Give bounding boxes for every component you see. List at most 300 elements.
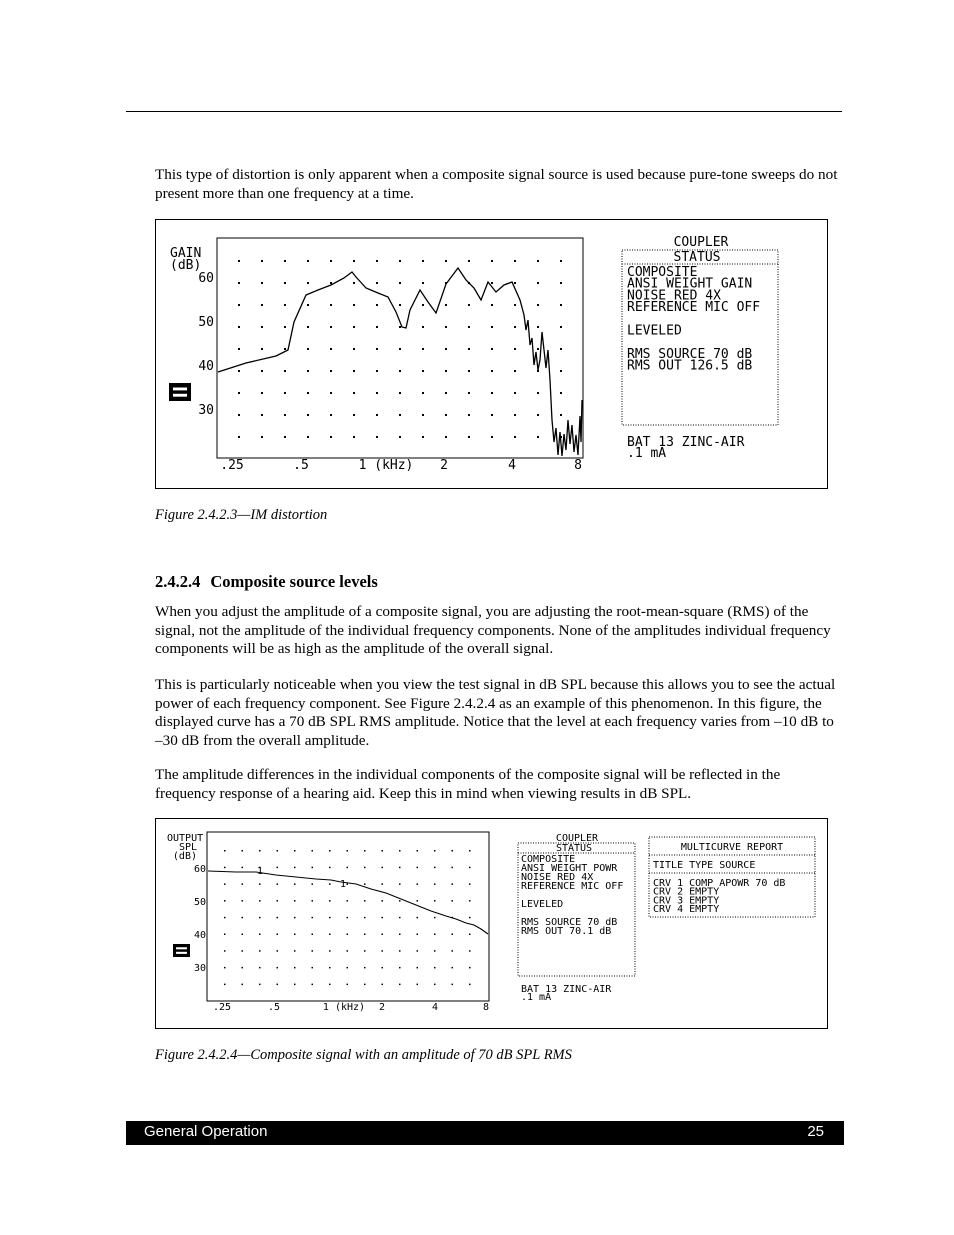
grid-dot — [238, 304, 240, 306]
grid-dot — [364, 917, 366, 919]
grid-dot — [376, 392, 378, 394]
grid-dot — [399, 984, 401, 986]
grid-dot — [364, 850, 366, 852]
grid-dot — [261, 414, 263, 416]
grid-dot — [312, 984, 314, 986]
grid-dot — [242, 984, 244, 986]
grid-dot — [312, 917, 314, 919]
grid-dot — [376, 348, 378, 350]
grid-dot — [277, 984, 279, 986]
grid-dot — [330, 414, 332, 416]
grid-dot — [491, 326, 493, 328]
grid-dot — [353, 414, 355, 416]
grid-dot — [537, 326, 539, 328]
grid-dot — [560, 392, 562, 394]
status-line: NOISE RED 4X — [521, 872, 594, 883]
grid-dot — [514, 414, 516, 416]
grid-dot — [434, 917, 436, 919]
grid-dot — [330, 282, 332, 284]
grid-dot — [382, 984, 384, 986]
grid-dot — [329, 917, 331, 919]
grid-dot — [434, 850, 436, 852]
status-line: NOISE RED 4X — [627, 288, 721, 304]
grid-dot — [422, 348, 424, 350]
grid-dot — [537, 414, 539, 416]
grid-dot — [452, 850, 454, 852]
grid-dot — [468, 326, 470, 328]
grid-dot — [434, 934, 436, 936]
grid-dot — [347, 867, 349, 869]
grid-dot — [491, 414, 493, 416]
grid-dot — [353, 370, 355, 372]
grid-dot — [364, 867, 366, 869]
grid-dot — [376, 370, 378, 372]
status-line: RMS SOURCE 70 dB — [521, 917, 618, 928]
grid-dot — [417, 867, 419, 869]
grid-dot — [347, 934, 349, 936]
report-row: CRV 3 EMPTY — [653, 895, 720, 907]
grid-dot — [382, 950, 384, 952]
grid-dot — [347, 950, 349, 952]
grid-dot — [469, 900, 471, 902]
grid-dot — [238, 326, 240, 328]
grid-dot — [469, 850, 471, 852]
grid-dot — [399, 867, 401, 869]
grid-dot — [261, 282, 263, 284]
grid-dot — [224, 850, 226, 852]
grid-dot — [399, 326, 401, 328]
grid-dot — [469, 950, 471, 952]
y-axis-title-line2: (dB) — [170, 258, 202, 273]
grid-dot — [399, 370, 401, 372]
grid-dot — [364, 950, 366, 952]
grid-dot — [434, 900, 436, 902]
grid-dot — [491, 392, 493, 394]
grid-dot — [277, 950, 279, 952]
grid-dot — [537, 282, 539, 284]
grid-dot — [399, 967, 401, 969]
battery-line1: BAT 13 ZINC-AIR — [521, 984, 612, 995]
x-tick-label: 2 — [440, 458, 448, 473]
grid-dot — [434, 967, 436, 969]
figure2-caption: Figure 2.4.2.4—Composite signal with an amplitude of 70 dB SPL RMS — [155, 1047, 572, 1063]
grid-dot — [445, 392, 447, 394]
grid-dot — [445, 304, 447, 306]
battery-line2: .1 mA — [521, 992, 552, 1003]
status-line: RMS OUT 70.1 dB — [521, 926, 612, 937]
grid-dot — [307, 326, 309, 328]
grid-dot — [514, 326, 516, 328]
grid-dot — [329, 967, 331, 969]
grid-dot — [238, 436, 240, 438]
grid-dot — [560, 282, 562, 284]
x-tick-label: .5 — [267, 1002, 281, 1013]
y-tick-label: 30 — [198, 403, 214, 418]
grid-dot — [259, 917, 261, 919]
y-tick-label: 50 — [193, 897, 206, 908]
paragraph-rms: When you adjust the amplitude of a composite signal, you are adjusting the root-mean-square (RMS) of the signal, not the amplitude of the individual frequency components. None of the amplitudes individual frequency components will be as high as the amplitude of the overall signal. — [155, 603, 831, 658]
frye-logo-icon — [173, 944, 190, 957]
grid-dot — [399, 950, 401, 952]
grid-dot — [242, 850, 244, 852]
grid-dot — [347, 967, 349, 969]
report-row: CRV 2 EMPTY — [653, 886, 720, 898]
grid-dot — [284, 326, 286, 328]
battery-line2: .1 mA — [627, 446, 667, 461]
grid-dot — [294, 883, 296, 885]
grid-dot — [417, 883, 419, 885]
grid-dot — [514, 370, 516, 372]
grid-dot — [353, 392, 355, 394]
x-tick-label: 2 — [378, 1002, 386, 1013]
grid-dot — [294, 917, 296, 919]
report-title: MULTICURVE REPORT — [680, 842, 784, 853]
grid-dot — [422, 436, 424, 438]
grid-dot — [284, 392, 286, 394]
grid-dot — [445, 326, 447, 328]
y-tick-label: 60 — [198, 271, 214, 286]
grid-dot — [312, 850, 314, 852]
grid-dot — [224, 984, 226, 986]
grid-dot — [294, 900, 296, 902]
grid-dot — [312, 900, 314, 902]
grid-dot — [238, 260, 240, 262]
grid-dot — [261, 326, 263, 328]
status-line: REFERENCE MIC OFF — [521, 881, 624, 892]
grid-dot — [294, 967, 296, 969]
grid-dot — [452, 867, 454, 869]
grid-dot — [445, 348, 447, 350]
grid-dot — [491, 370, 493, 372]
grid-dot — [514, 436, 516, 438]
grid-dot — [399, 900, 401, 902]
y-axis-title-line1: OUTPUT — [167, 833, 204, 844]
grid-dot — [284, 282, 286, 284]
grid-dot — [417, 934, 419, 936]
grid-dot — [294, 950, 296, 952]
grid-dot — [399, 850, 401, 852]
grid-dot — [307, 304, 309, 306]
paragraph-frequency-response: The amplitude differences in the individual components of the composite signal will be reflected in the frequency response of a hearing aid. Keep this in mind when viewing results in dB SPL. — [155, 766, 781, 802]
grid-dot — [364, 967, 366, 969]
grid-dot — [422, 370, 424, 372]
grid-dot — [560, 304, 562, 306]
grid-dot — [445, 260, 447, 262]
grid-dot — [312, 934, 314, 936]
grid-dot — [261, 260, 263, 262]
grid-dot — [382, 934, 384, 936]
grid-dot — [277, 934, 279, 936]
grid-dot — [382, 883, 384, 885]
grid-dot — [434, 867, 436, 869]
grid-dot — [284, 436, 286, 438]
y-axis-title-line2: SPL — [178, 842, 197, 853]
grid-dot — [242, 900, 244, 902]
grid-dot — [259, 984, 261, 986]
status-header-line1: COUPLER — [555, 833, 599, 844]
grid-dot — [224, 950, 226, 952]
y-tick-label: 60 — [193, 864, 206, 875]
grid-dot — [399, 348, 401, 350]
grid-dot — [468, 414, 470, 416]
grid-dot — [434, 950, 436, 952]
grid-dot — [376, 260, 378, 262]
grid-dot — [238, 392, 240, 394]
grid-dot — [312, 967, 314, 969]
grid-dot — [307, 392, 309, 394]
section-number: 2.4.2.4 — [155, 572, 201, 591]
grid-dot — [347, 850, 349, 852]
grid-dot — [445, 436, 447, 438]
grid-dot — [261, 370, 263, 372]
grid-dot — [417, 917, 419, 919]
section-heading — [155, 572, 378, 592]
grid-dot — [399, 260, 401, 262]
curve-marker-label: 1 — [256, 866, 264, 877]
x-tick-label: .25 — [212, 1002, 232, 1013]
grid-dot — [469, 984, 471, 986]
grid-dot — [399, 282, 401, 284]
grid-dot — [422, 282, 424, 284]
status-line: COMPOSITE — [521, 854, 576, 865]
grid-dot — [469, 883, 471, 885]
grid-dot — [347, 917, 349, 919]
grid-dot — [382, 850, 384, 852]
grid-dot — [242, 967, 244, 969]
status-header-line2: STATUS — [555, 843, 593, 854]
y-tick-label: 30 — [193, 963, 206, 974]
grid-dot — [329, 984, 331, 986]
grid-dot — [469, 867, 471, 869]
grid-dot — [491, 348, 493, 350]
grid-dot — [330, 392, 332, 394]
grid-dot — [330, 370, 332, 372]
grid-dot — [417, 984, 419, 986]
grid-dot — [560, 348, 562, 350]
report-row: CRV 4 EMPTY — [653, 904, 720, 916]
grid-dot — [277, 883, 279, 885]
grid-dot — [284, 370, 286, 372]
grid-dot — [259, 900, 261, 902]
grid-dot — [259, 934, 261, 936]
grid-dot — [468, 304, 470, 306]
grid-dot — [491, 304, 493, 306]
grid-dot — [259, 883, 261, 885]
report-row: CRV 1 COMP APOWR 70 dB — [653, 878, 786, 889]
x-tick-label: 4 — [508, 458, 516, 473]
grid-dot — [294, 984, 296, 986]
grid-dot — [452, 934, 454, 936]
top-rule — [126, 111, 842, 112]
grid-dot — [277, 967, 279, 969]
status-header-line2: STATUS — [673, 250, 721, 265]
figure-composite-signal — [155, 818, 828, 1029]
grid-dot — [452, 900, 454, 902]
grid-dot — [376, 414, 378, 416]
x-tick-label: 1 (kHz) — [358, 458, 414, 473]
battery-line1: BAT 13 ZINC-AIR — [627, 435, 745, 450]
grid-dot — [399, 414, 401, 416]
grid-dot — [491, 436, 493, 438]
x-tick-label: 4 — [431, 1002, 439, 1013]
page-footer — [126, 1121, 844, 1145]
grid-dot — [560, 326, 562, 328]
grid-dot — [417, 900, 419, 902]
grid-dot — [560, 370, 562, 372]
grid-dot — [417, 967, 419, 969]
gain-curve — [218, 268, 582, 456]
status-line: RMS OUT 126.5 dB — [627, 358, 753, 374]
figure-im-distortion — [155, 219, 828, 489]
grid-dot — [277, 850, 279, 852]
im-distortion-screen — [156, 220, 827, 488]
curve-marker-label: 1 — [339, 879, 347, 890]
grid-dot — [284, 414, 286, 416]
x-tick-label: 1 (kHz) — [322, 1002, 366, 1013]
section-title: Composite source levels — [210, 572, 378, 591]
grid-dot — [422, 260, 424, 262]
grid-dot — [330, 304, 332, 306]
grid-dot — [242, 934, 244, 936]
grid-dot — [224, 934, 226, 936]
intro-paragraph: This type of distortion is only apparent when a composite signal source is used because pure-tone sweeps do not present more than one frequency at a time. — [155, 166, 838, 202]
grid-dot — [434, 984, 436, 986]
grid-dot — [468, 436, 470, 438]
grid-dot — [238, 348, 240, 350]
grid-dot — [238, 282, 240, 284]
grid-dot — [537, 304, 539, 306]
grid-dot — [422, 326, 424, 328]
grid-dot — [469, 934, 471, 936]
grid-dot — [353, 260, 355, 262]
y-axis-title-line3: (dB) — [172, 851, 197, 862]
grid-dot — [376, 326, 378, 328]
grid-dot — [399, 436, 401, 438]
grid-dot — [445, 370, 447, 372]
grid-dot — [353, 326, 355, 328]
grid-dot — [537, 436, 539, 438]
grid-dot — [312, 950, 314, 952]
grid-dot — [417, 850, 419, 852]
grid-dot — [307, 370, 309, 372]
grid-dot — [330, 260, 332, 262]
y-tick-label: 40 — [193, 930, 206, 941]
x-tick-label: .25 — [220, 458, 244, 473]
grid-dot — [277, 917, 279, 919]
grid-dot — [399, 934, 401, 936]
grid-dot — [238, 370, 240, 372]
grid-dot — [330, 436, 332, 438]
grid-dot — [491, 282, 493, 284]
grid-dot — [224, 917, 226, 919]
footer-section: General Operation — [144, 1123, 268, 1140]
grid-dot — [491, 260, 493, 262]
grid-dot — [261, 436, 263, 438]
grid-dot — [422, 414, 424, 416]
grid-dot — [364, 900, 366, 902]
grid-dot — [347, 984, 349, 986]
grid-dot — [376, 282, 378, 284]
status-header-line1: COUPLER — [673, 235, 729, 250]
grid-dot — [242, 917, 244, 919]
grid-dot — [537, 392, 539, 394]
y-axis-title-line1: GAIN — [170, 246, 202, 261]
grid-dot — [307, 414, 309, 416]
status-line: REFERENCE MIC OFF — [627, 300, 761, 316]
grid-dot — [294, 867, 296, 869]
grid-dot — [284, 348, 286, 350]
grid-dot — [224, 900, 226, 902]
figure1-caption: Figure 2.4.2.3—IM distortion — [155, 507, 328, 523]
grid-dot — [259, 967, 261, 969]
grid-dot — [382, 917, 384, 919]
grid-dot — [307, 282, 309, 284]
grid-dot — [399, 883, 401, 885]
grid-dot — [417, 950, 419, 952]
grid-dot — [399, 304, 401, 306]
grid-dot — [445, 414, 447, 416]
grid-dot — [307, 436, 309, 438]
status-line: LEVELED — [627, 323, 682, 339]
y-tick-label: 40 — [198, 359, 214, 374]
grid-dot — [399, 392, 401, 394]
grid-dot — [376, 304, 378, 306]
grid-dot — [382, 900, 384, 902]
grid-dot — [261, 348, 263, 350]
grid-dot — [537, 260, 539, 262]
grid-dot — [330, 348, 332, 350]
grid-dot — [238, 414, 240, 416]
grid-dot — [242, 867, 244, 869]
x-tick-label: 8 — [574, 458, 582, 473]
grid-dot — [294, 934, 296, 936]
frye-logo-icon — [169, 383, 191, 401]
grid-dot — [382, 967, 384, 969]
grid-dot — [537, 370, 539, 372]
x-tick-label: 8 — [482, 1002, 490, 1013]
spl-curve — [208, 871, 488, 934]
grid-dot — [452, 967, 454, 969]
status-line: ANSI WEIGHT GAIN — [627, 276, 753, 292]
grid-dot — [284, 260, 286, 262]
grid-dot — [329, 883, 331, 885]
grid-dot — [224, 967, 226, 969]
grid-dot — [312, 883, 314, 885]
grid-dot — [514, 260, 516, 262]
grid-dot — [364, 984, 366, 986]
composite-signal-screen — [156, 819, 827, 1028]
grid-dot — [259, 950, 261, 952]
status-line: LEVELED — [521, 899, 564, 910]
grid-dot — [353, 304, 355, 306]
grid-dot — [364, 883, 366, 885]
grid-dot — [422, 304, 424, 306]
grid-dot — [307, 348, 309, 350]
grid-dot — [514, 304, 516, 306]
report-header: TITLE TYPE SOURCE — [653, 860, 756, 871]
page-number: 25 — [807, 1123, 824, 1140]
grid-dot — [312, 867, 314, 869]
grid-dot — [329, 900, 331, 902]
grid-dot — [353, 436, 355, 438]
grid-dot — [329, 934, 331, 936]
grid-dot — [469, 967, 471, 969]
grid-dot — [329, 867, 331, 869]
grid-dot — [353, 282, 355, 284]
grid-dot — [468, 370, 470, 372]
grid-dot — [382, 867, 384, 869]
y-tick-label: 50 — [198, 315, 214, 330]
